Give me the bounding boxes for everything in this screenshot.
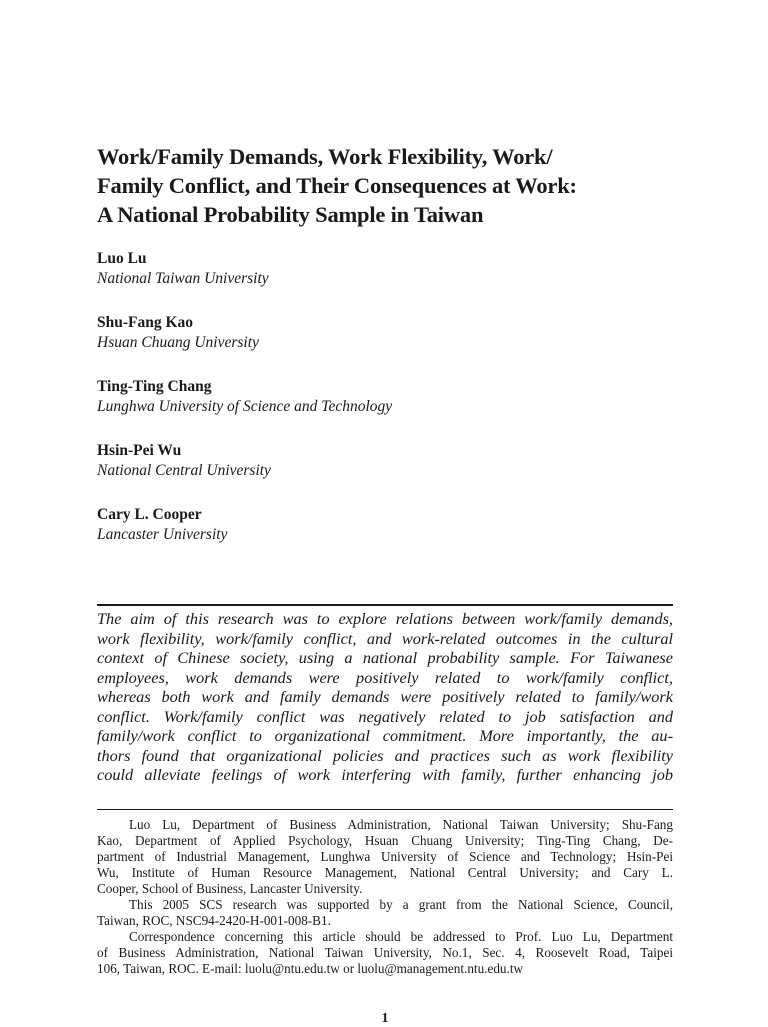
footnote-divider (97, 809, 673, 810)
author-name: Shu-Fang Kao (97, 314, 194, 331)
author-affiliation: Lunghwa University of Science and Technology (97, 398, 393, 415)
abstract-line: The aim of this research was to explore relations between work/family demands, (97, 609, 673, 628)
author-affiliation: Lancaster University (97, 526, 228, 543)
footnote-line: 106, Taiwan, ROC. E-mail: luolu@ntu.edu.tw or luolu@management.ntu.edu.tw (97, 961, 524, 976)
author-name: Luo Lu (97, 250, 147, 267)
author-footnotes (97, 817, 673, 977)
page-number: 1 (381, 1011, 389, 1026)
abstract-line: conflict. Work/family conflict was negatively related to job satisfaction and (97, 706, 673, 726)
abstract-line: work flexibility, work/family conflict, and work-related outcomes in the cultural (97, 628, 673, 648)
article-title (97, 142, 673, 229)
title-line: Family Conflict, and Their Consequences at Work: (97, 173, 577, 198)
abstract-line: family/work conflict to organizational commitment. More importantly, the au- (97, 726, 673, 745)
author-affiliation: National Taiwan University (97, 270, 269, 287)
footnote-line: Kao, Department of Applied Psychology, Hsuan Chuang University; Ting-Ting Chang, De- (97, 833, 673, 848)
author-list (97, 249, 673, 569)
author-name: Cary L. Cooper (97, 506, 202, 523)
title-line: A National Probability Sample in Taiwan (97, 202, 484, 227)
footnote-line: Cooper, School of Business, Lancaster University. (97, 881, 363, 896)
footnote-line: This 2005 SCS research was supported by a grant from the National Science, Council, (129, 897, 673, 912)
footnote-line: partment of Industrial Management, Lunghwa University of Science and Technology; Hsin-Pei (97, 849, 673, 864)
author-affiliation: National Central University (97, 462, 271, 479)
abstract (97, 609, 673, 785)
abstract-line: whereas both work and family demands were positively related to family/work (97, 687, 673, 706)
abstract-divider (97, 604, 673, 606)
abstract-line: context of Chinese society, using a national probability sample. For Taiwanese (97, 648, 673, 667)
footnote-line: Luo Lu, Department of Business Administration, National Taiwan University; Shu-Fang (129, 817, 673, 832)
author-block (97, 441, 673, 505)
author-block (97, 249, 673, 313)
abstract-line: could alleviate feelings of work interfering with family, further enhancing job (97, 765, 673, 784)
title-line: Work/Family Demands, Work Flexibility, Work/ (97, 144, 553, 169)
footnote-line: Wu, Institute of Human Resource Management, National Central University; and Cary L. (97, 865, 673, 880)
author-block (97, 313, 673, 377)
abstract-line: thors found that organizational policies and practices such as work flexibility (97, 745, 673, 765)
author-name: Hsin-Pei Wu (97, 442, 182, 459)
footnote-line: Taiwan, ROC, NSC94-2420-H-001-008-B1. (97, 913, 331, 928)
footnote-line: of Business Administration, National Taiwan University, No.1, Sec. 4, Roosevelt Road, Taipei (97, 945, 673, 960)
footnote-line: Correspondence concerning this article should be addressed to Prof. Luo Lu, Department (129, 929, 673, 944)
author-affiliation: Hsuan Chuang University (97, 334, 259, 351)
author-block (97, 377, 673, 441)
abstract-line: employees, work demands were positively related to work/family conflict, (97, 667, 673, 687)
author-block (97, 505, 673, 569)
paper-page (97, 0, 673, 1024)
author-name: Ting-Ting Chang (97, 378, 212, 395)
